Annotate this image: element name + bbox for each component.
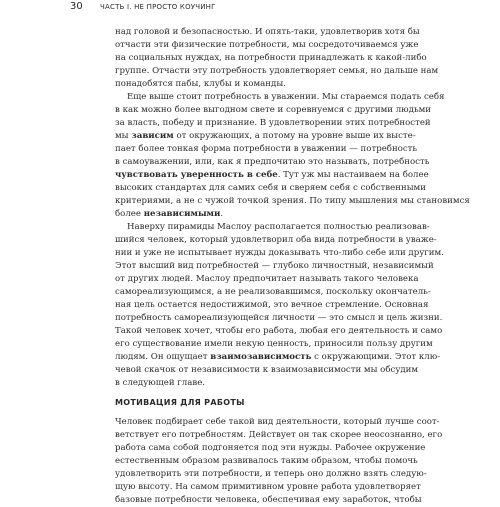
text-run: .	[220, 209, 224, 219]
bold-term: взаимозависимость	[210, 352, 312, 362]
text-line	[115, 325, 443, 338]
text-line	[115, 247, 444, 260]
text-line	[115, 182, 426, 195]
text-line: базовые потребности человека, обеспечивая ему заработок, чтобы	[115, 495, 422, 505]
section-text	[115, 416, 443, 507]
text-line	[115, 299, 429, 312]
text-run: Наверху пирамиды Маслоу располагается полностью реализовав-	[127, 222, 430, 232]
text-run: от других людей. Маслоу предпочитает называть такого человека	[115, 274, 419, 284]
text-run: потребность самореализующейся личности — это смысл и цель жизни.	[115, 313, 443, 323]
text-run: шийся человек, который удовлетворил оба вида потребности в уваже-	[115, 235, 437, 245]
text-line	[115, 221, 430, 234]
text-line: естественным образом развивалось таким образом, чтобы помочь	[115, 456, 418, 466]
text-run: над головой и безопасностью. И опять-таки, удовлетворив хотя бы	[115, 27, 420, 37]
text-run: его существование имели некую ценность, приносили пользу другим	[115, 339, 433, 349]
text-run: в как можно более выгодном свете и соревнуемся с другими людьми	[115, 105, 432, 115]
text-run: Такой человек хочет, чтобы его работа, любая его деятельность и само	[115, 326, 443, 336]
text-run: пает более тонкая форма потребности в уважении — потребность	[115, 144, 418, 154]
text-run: за власть, победу и признание. В удовлетворении этих потребностей	[115, 118, 431, 128]
text-run: Еще выше стоит потребность в уважении. Мы стараемся подать себя	[127, 92, 445, 102]
bold-term: зависим	[131, 131, 174, 141]
text-run: в следующей главе.	[115, 378, 206, 388]
text-line	[115, 130, 415, 143]
bold-term: независимыми	[143, 209, 221, 219]
text-line	[115, 286, 431, 299]
text-run: чевой скачок от независимости к взаимозависимости мы обсудим	[115, 365, 419, 375]
text-line	[115, 65, 439, 78]
text-line	[115, 260, 434, 273]
text-line	[115, 104, 432, 117]
text-run: нии и уже не испытывает нужды доказывать что-либо себе или другим.	[115, 248, 444, 258]
text-run: критериями, а не с чужой точкой зрения. По типу мышления мы становимся	[115, 196, 470, 206]
text-line	[115, 39, 419, 52]
page-number: 30	[70, 1, 83, 12]
text-line: ветствует его потребностям. Действует он так скорее неосознанно, его	[115, 430, 443, 440]
text-run: от окружающих, а потому на уровне выше их выстe-	[173, 131, 416, 141]
text-line	[115, 26, 420, 39]
text-line	[115, 234, 437, 247]
text-line	[115, 156, 430, 169]
text-line	[115, 91, 445, 104]
section-heading: МОТИВАЦИЯ ДЛЯ РАБОТЫ	[115, 398, 245, 407]
body-text	[115, 26, 470, 390]
text-run: понадобятся пабы, клубы и команды.	[115, 79, 286, 89]
text-run: с окружающими. Этот клю-	[311, 352, 441, 362]
text-run: группе. Отчасти эту потребность удовлетворяет семья, но дальше нам	[115, 66, 439, 76]
text-line	[115, 377, 415, 390]
paragraph	[115, 221, 444, 390]
text-line: работа сама собой подгоняется под эти нужды. Рабочее окружение	[115, 443, 426, 453]
text-run: . Тут уж мы настаиваем на более	[277, 170, 429, 180]
text-line	[115, 208, 415, 221]
text-run: более	[115, 209, 144, 219]
text-line	[115, 52, 427, 65]
text-line: удовлетворить эти потребности, и теперь оно должно взять следую-	[115, 469, 427, 479]
text-run: Этот высший вид потребностей — глубоко личностный, независимый	[115, 261, 434, 271]
text-run: мы	[115, 131, 132, 141]
text-run: в самоуважении, или, как я предпочитаю это называть, потребность	[115, 157, 430, 167]
text-run: высоких стандартах для самих себя и сверяем себя с собственными	[115, 183, 426, 193]
text-line	[115, 351, 441, 364]
page-header	[0, 0, 500, 16]
text-line	[115, 273, 419, 286]
text-line	[115, 312, 443, 325]
text-line	[115, 117, 431, 130]
text-line	[115, 169, 429, 182]
text-run: самореализующимся, а не реализовавшимся, поскольку окончатель-	[115, 287, 431, 297]
text-line	[115, 338, 433, 351]
text-line: Человек подбирает себе такой вид деятельности, который лучше соот-	[115, 417, 440, 427]
text-line	[115, 143, 418, 156]
running-head: ЧАСТЬ I. НЕ ПРОСТО КОУЧИНГ	[100, 3, 216, 11]
text-run: на социальных нуждах, на потребности принадлежать к какой-либо	[115, 53, 427, 63]
paragraph	[115, 91, 470, 221]
text-line	[115, 364, 419, 377]
text-run: отчасти эти физические потребности, мы сосредоточиваемся уже	[115, 40, 419, 50]
text-line	[115, 195, 470, 208]
text-line: щую высоту. На самом примитивном уровне работа удовлетворяет	[115, 482, 421, 492]
text-run: ная цель остается недостижимой, это вечное стремление. Основная	[115, 300, 429, 310]
text-line	[115, 78, 415, 91]
paragraph	[115, 26, 439, 91]
text-run: людям. Он ощущает	[115, 352, 211, 362]
bold-term: чувствовать уверенность в себе	[115, 170, 278, 180]
